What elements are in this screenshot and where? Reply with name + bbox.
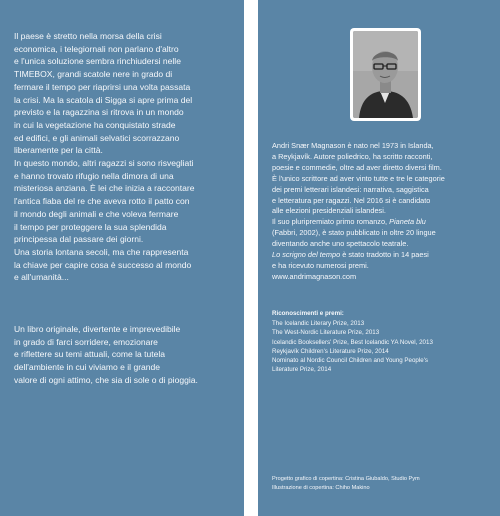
awards-title: Riconoscimenti e premi:	[272, 310, 344, 317]
award-item: Reykjavík Children's Literature Prize, 2014	[272, 347, 389, 355]
bio-line: diventando anche uno spettacolo teatrale.	[272, 239, 409, 249]
bio-line: dei premi letterari islandesi: narrativa, saggistica	[272, 184, 429, 194]
bio-line	[272, 250, 492, 261]
author-photo	[353, 31, 418, 118]
synopsis-line: Il paese è stretto nella morsa della crisi	[14, 31, 162, 41]
bio-line: e letteratura per ragazzi. Nel 2016 si è candidato	[272, 195, 431, 205]
bio-line: alle elezioni presidenziali islandesi.	[272, 206, 386, 216]
book-title-scrigno-del-tempo: Lo scrigno del tempo	[272, 250, 341, 260]
bio-line: e ha ricevuto numerosi premi.	[272, 260, 369, 270]
tagline-line: valore di ogni attimo, che sia di sole o di pioggia.	[14, 374, 198, 385]
synopsis-line: e all'umanità...	[14, 272, 69, 283]
tagline-text	[14, 323, 238, 387]
cover-illustration-credit: Illustrazione di copertina: Chiho Makino	[272, 485, 370, 491]
back-flap-panel	[0, 0, 244, 516]
cover-design-credit: Progetto grafico di copertina: Cristina Giubaldo, Studio Pym	[272, 476, 420, 482]
synopsis-text	[14, 30, 238, 284]
award-item: Icelandic Booksellers' Prize, Best Icelandic YA Novel, 2013	[272, 338, 433, 346]
synopsis-line: l'antica fiaba del re che aveva rotto il patto con	[14, 196, 190, 207]
synopsis-line: liberamente per la città.	[14, 145, 103, 156]
award-item: Literature Prize, 2014	[272, 366, 332, 374]
author-website: www.andrimagnason.com	[272, 271, 357, 281]
synopsis-line: In questo mondo, altri ragazzi si sono risvegliati	[14, 158, 194, 169]
synopsis-line: e l'unica soluzione sembra rinchiudersi nelle	[14, 56, 181, 67]
award-item: The West-Nordic Literature Prize, 2013	[272, 329, 380, 337]
synopsis-line: TIMEBOX, grandi scatole nere in grado di	[14, 69, 173, 80]
synopsis-line: il tempo per proteggere la sua splendida	[14, 221, 167, 232]
synopsis-line: la chiave per capire cosa è successo al mondo	[14, 259, 192, 270]
bio-line	[272, 217, 492, 228]
author-portrait-icon	[353, 31, 418, 118]
synopsis-line: principessa dal passare dei giorni.	[14, 234, 144, 245]
bio-line: poesie e commedie, oltre ad aver diretto diversi film.	[272, 162, 442, 172]
synopsis-line: Una storia lontana secoli, ma che rappresenta	[14, 246, 189, 257]
author-photo-frame	[350, 28, 421, 121]
award-item: The Icelandic Literary Prize, 2013	[272, 320, 365, 328]
author-bio	[272, 141, 492, 283]
synopsis-line: il mondo degli animali e che voleva fermare	[14, 208, 179, 219]
bio-line: a Reykjavík. Autore poliedrico, ha scritto racconti,	[272, 151, 433, 161]
synopsis-line: misteriosa anziana. È lei che inizia a raccontare	[14, 183, 195, 194]
author-flap-panel	[258, 0, 500, 516]
bio-text: Il suo pluripremiato primo romanzo,	[272, 217, 390, 227]
synopsis-line: la crisi. Ma la scatola di Sigga si apre prima del	[14, 94, 193, 105]
bio-line: (Fabbri, 2002), è stato pubblicato in oltre 20 lingue	[272, 228, 436, 238]
synopsis-line: ed edifici, e gli animali selvatici scorrazzano	[14, 132, 180, 143]
tagline-line: in grado di farci sorridere, emozionare	[14, 336, 158, 347]
book-title-pianeta-blu: Pianeta blu	[389, 217, 426, 227]
bio-text: è stato tradotto in 14 paesi	[340, 250, 429, 260]
synopsis-line: in cui la vegetazione ha conquistato strade	[14, 119, 176, 130]
cover-credits	[272, 475, 492, 493]
bio-line: Andri Snær Magnason è nato nel 1973 in Islanda,	[272, 141, 434, 150]
tagline-line: e riflettere su temi attuali, come la tutela	[14, 349, 166, 360]
bio-line: È l'unico scrittore ad aver vinto tutte e tre le categorie	[272, 173, 445, 183]
tagline-line: Un libro originale, divertente e imprevedibile	[14, 324, 181, 334]
award-item: Nominato al Nordic Council Children and Young People's	[272, 357, 428, 365]
synopsis-line: previsto e la ragazzina si ritrova in un mondo	[14, 107, 184, 118]
awards-list	[272, 309, 492, 374]
synopsis-line: e hanno trovato rifugio nella dimora di una	[14, 170, 174, 181]
tagline-line: dell'ambiente in cui viviamo e il grande	[14, 362, 161, 373]
synopsis-line: fermare il tempo per riaprirsi una volta passata	[14, 81, 191, 92]
synopsis-line: economica, i telegiornali non parlano d'altro	[14, 43, 179, 54]
